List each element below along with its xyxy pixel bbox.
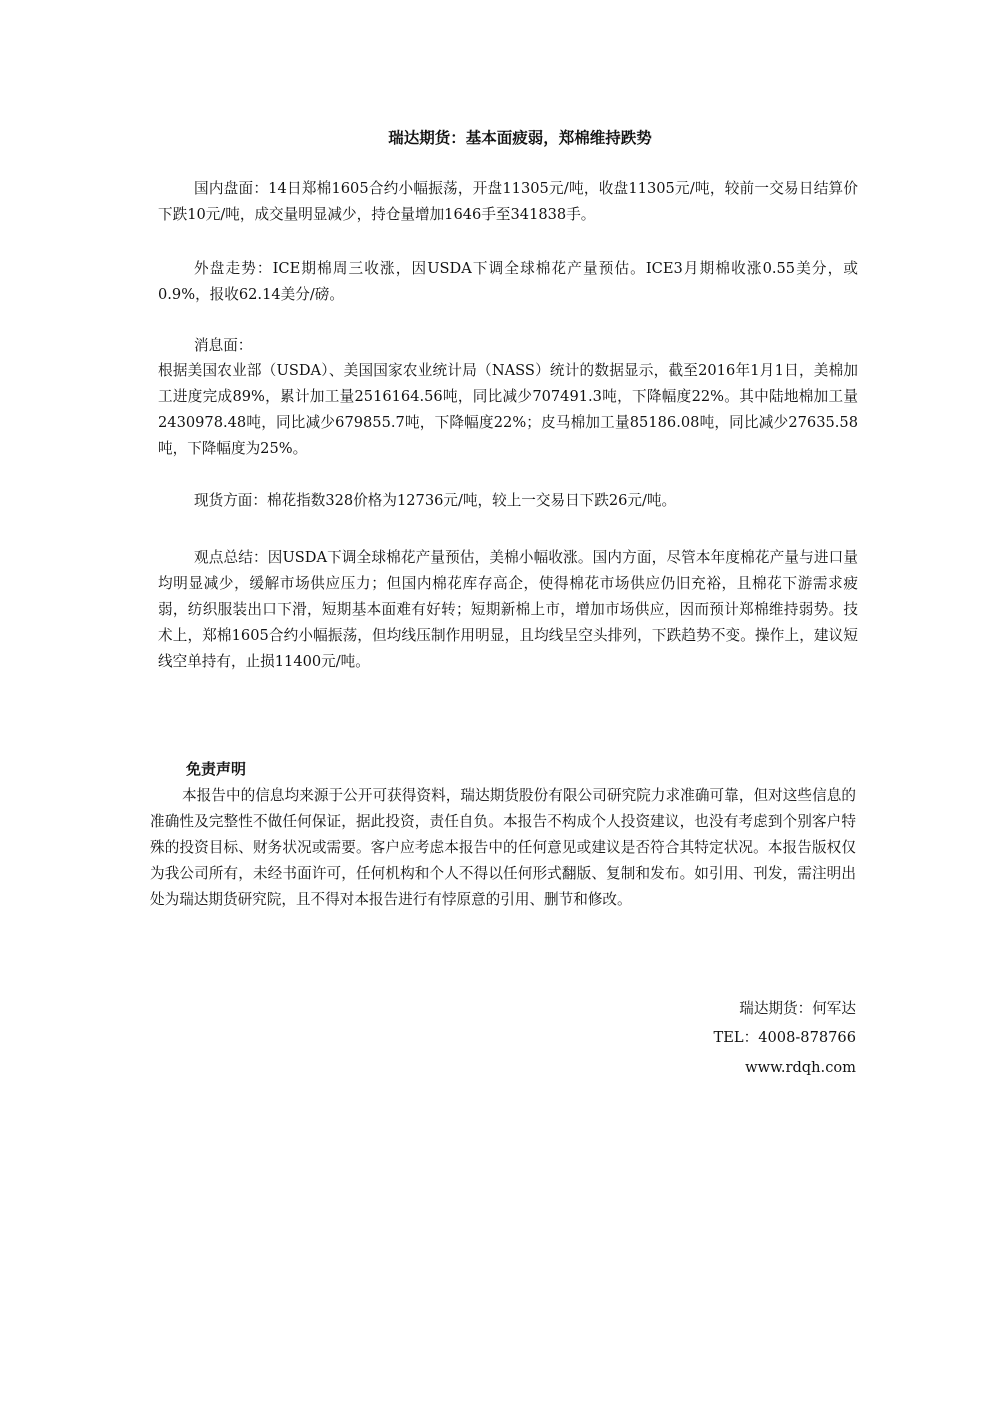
summary-paragraph: 观点总结：因USDA下调全球棉花产量预估，美棉小幅收涨。国内方面，尽管本年度棉花产量与进口量均明显减少，缓解市场供应压力；但国内棉花库存高企，使得棉花市场供应仍旧充裕，且棉花下游需求疲弱，纺织服装出口下滑，短期基本面难有好转；短期新棉上市，增加市场供应，因而预计郑棉维持弱势。技术上，郑棉1605合约小幅振荡，但均线压制作用明显，且均线呈空头排列，下跌趋势不变。操作上，建议短线空单持有，止损11400元/吨。 bbox=[158, 549, 858, 670]
disclaimer-heading: 免责声明 bbox=[186, 760, 247, 778]
foreign-market-paragraph: 外盘走势：ICE期棉周三收涨，因USDA下调全球棉花产量预估。ICE3月期棉收涨0.55美分，或0.9%，报收62.14美分/磅。 bbox=[158, 260, 858, 303]
page-title: 瑞达期货：基本面疲弱，郑棉维持跌势 bbox=[388, 129, 652, 147]
domestic-market-paragraph: 国内盘面：14日郑棉1605合约小幅振荡，开盘11305元/吨，收盘11305元/吨，较前一交易日结算价下跌10元/吨，成交量明显减少，持仓量增加1646手至341838手。 bbox=[158, 180, 858, 223]
disclaimer-paragraph: 本报告中的信息均来源于公开可获得资料，瑞达期货股份有限公司研究院力求准确可靠，但对这些信息的准确性及完整性不做任何保证，据此投资，责任自负。本报告不构成个人投资建议，也没有考虑到个别客户特殊的投资目标、财务状况或需要。客户应考虑本报告中的任何意见或建议是否符合其特定状况。本报告版权仅为我公司所有，未经书面许可，任何机构和个人不得以任何形式翻版、复制和发布。如引用、刊发，需注明出处为瑞达期货研究院，且不得对本报告进行有悖原意的引用、删节和修改。 bbox=[150, 787, 856, 908]
signature-author: 瑞达期货：何军达 bbox=[739, 1000, 856, 1017]
spot-paragraph: 现货方面：棉花指数328价格为12736元/吨，较上一交易日下跌26元/吨。 bbox=[194, 492, 677, 509]
signature-website[interactable]: www.rdqh.com bbox=[745, 1059, 856, 1076]
news-paragraph: 根据美国农业部（USDA）、美国国家农业统计局（NASS）统计的数据显示，截至2016年1月1日，美棉加工进度完成89%，累计加工量2516164.56吨，同比减少707491.3吨，下降幅度22%。其中陆地棉加工量2430978.48吨，同比减少679855.7吨，下降幅度22%；皮马棉加工量85186.08吨，同比减少27635.58吨，下降幅度为25%。 bbox=[158, 362, 858, 457]
signature-tel: TEL：4008-878766 bbox=[713, 1029, 856, 1046]
news-label: 消息面： bbox=[194, 337, 253, 354]
